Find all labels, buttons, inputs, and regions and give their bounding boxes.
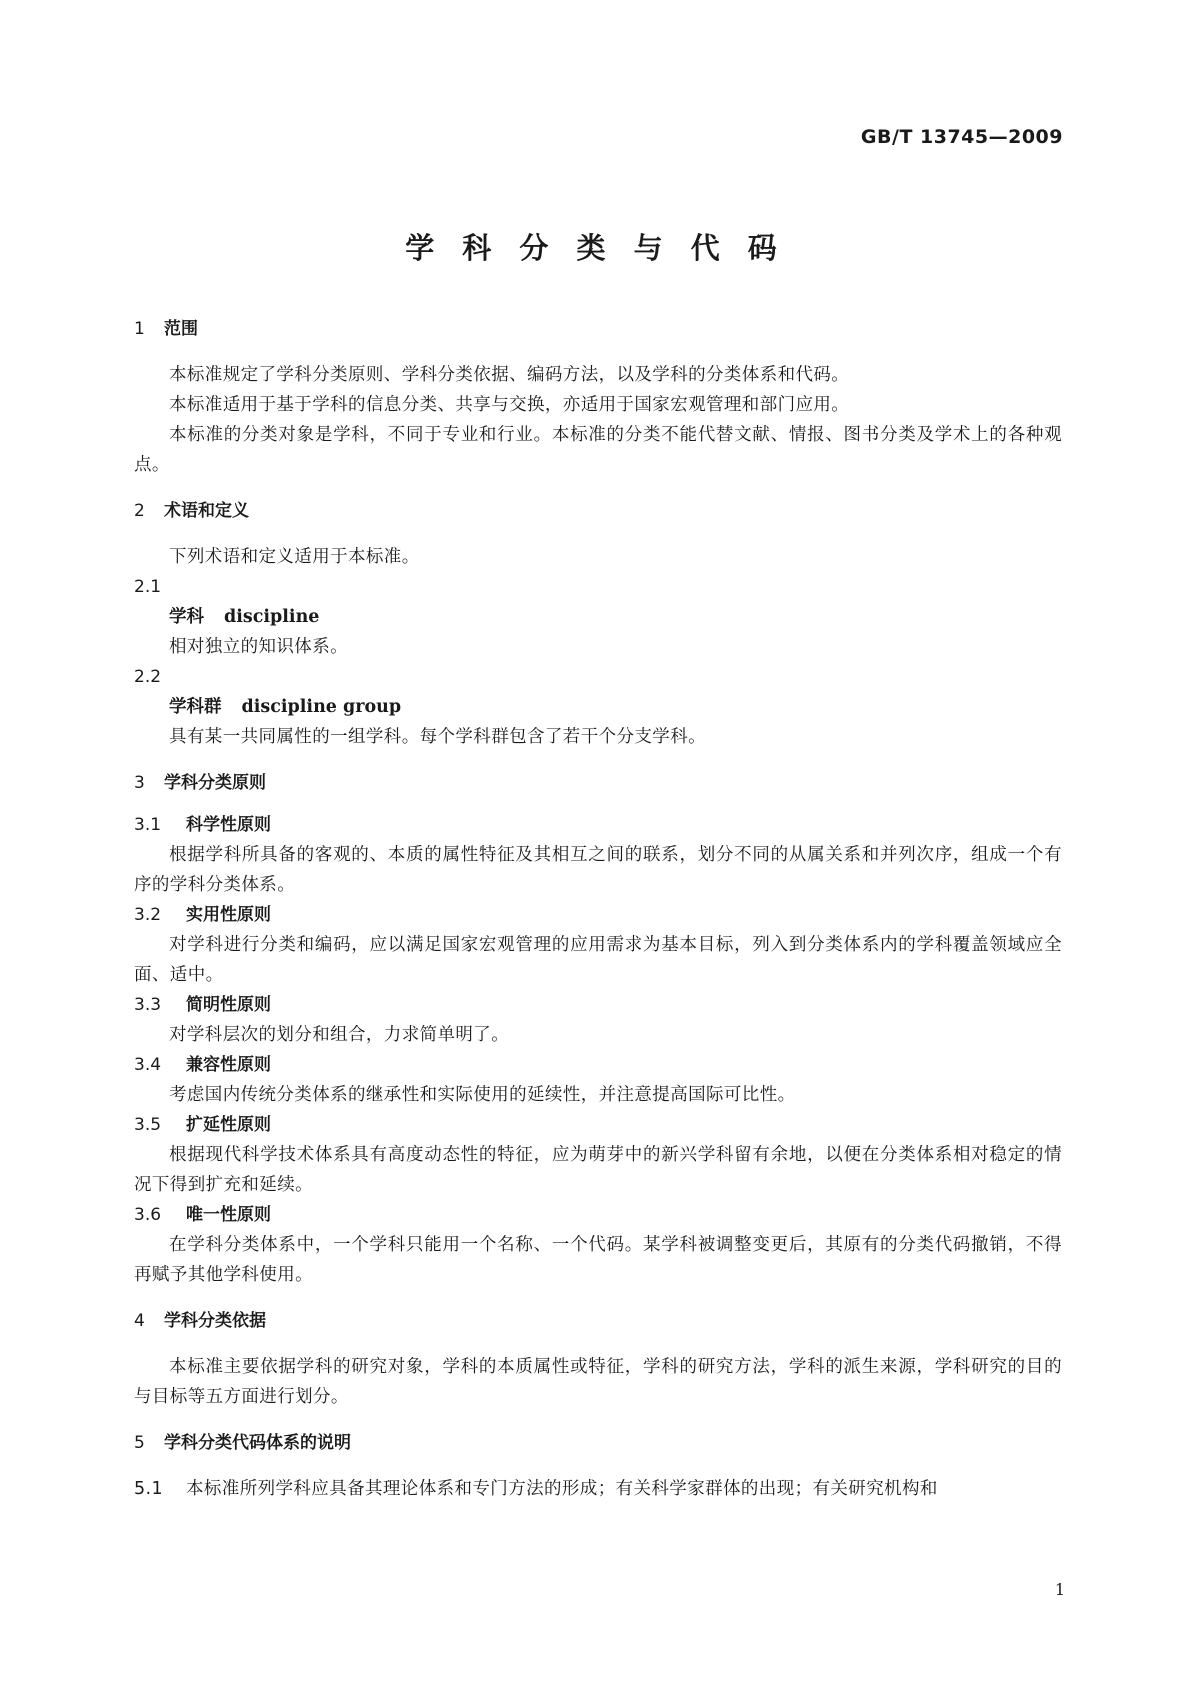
subsection-number: 3.6 bbox=[134, 1205, 162, 1225]
section-title: 学科分类代码体系的说明 bbox=[164, 1433, 351, 1453]
section-heading bbox=[134, 1430, 1062, 1456]
term-entry bbox=[134, 602, 1062, 632]
paragraph: 根据现代科学技术体系具有高度动态性的特征，应为萌芽中的新兴学科留有余地，以便在分类体系相对稳定的情况下得到扩充和延续。 bbox=[134, 1145, 1062, 1195]
subsection-title: 简明性原则 bbox=[186, 995, 271, 1015]
subsection-number: 3.4 bbox=[134, 1055, 162, 1075]
subsection-heading bbox=[134, 900, 1062, 930]
subsection-title: 扩延性原则 bbox=[186, 1115, 271, 1135]
clause-text: 本标准所列学科应具备其理论体系和专门方法的形成；有关科学家群体的出现；有关研究机构和 bbox=[186, 1479, 938, 1499]
subsection-title: 实用性原则 bbox=[186, 905, 271, 925]
section-number: 1 bbox=[134, 319, 145, 339]
section-heading bbox=[134, 1308, 1062, 1334]
section-title: 学科分类依据 bbox=[164, 1311, 266, 1331]
subsection-title: 兼容性原则 bbox=[186, 1055, 271, 1075]
section-heading bbox=[134, 316, 1062, 342]
term-zh: 学科群 bbox=[169, 697, 222, 717]
section-heading bbox=[134, 498, 1062, 524]
subsection-heading bbox=[134, 990, 1062, 1020]
subsection-heading bbox=[134, 1050, 1062, 1080]
section-number: 3 bbox=[134, 773, 145, 793]
subsection-heading bbox=[134, 1110, 1062, 1140]
page-number: 1 bbox=[1054, 1580, 1065, 1599]
paragraph: 本标准规定了学科分类原则、学科分类依据、编码方法，以及学科的分类体系和代码。 bbox=[169, 365, 850, 385]
section-heading bbox=[134, 770, 1062, 796]
subsection-heading bbox=[134, 1200, 1062, 1230]
subsection-title: 科学性原则 bbox=[186, 815, 271, 835]
subsection-heading bbox=[134, 810, 1062, 840]
term-definition: 相对独立的知识体系。 bbox=[169, 637, 348, 657]
paragraph: 考虑国内传统分类体系的继承性和实际使用的延续性，并注意提高国际可比性。 bbox=[169, 1085, 796, 1105]
term-zh: 学科 bbox=[169, 607, 204, 627]
paragraph: 本标准主要依据学科的研究对象，学科的本质属性或特征，学科的研究方法，学科的派生来源，学科研究的目的与目标等五方面进行划分。 bbox=[134, 1357, 1062, 1407]
paragraph: 在学科分类体系中，一个学科只能用一个名称、一个代码。某学科被调整变更后，其原有的分类代码撤销，不得再赋予其他学科使用。 bbox=[134, 1235, 1062, 1285]
subsection-number: 3.1 bbox=[134, 815, 162, 835]
paragraph: 根据学科所具备的客观的、本质的属性特征及其相互之间的联系，划分不同的从属关系和并列次序，组成一个有序的学科分类体系。 bbox=[134, 845, 1062, 895]
document-body bbox=[134, 316, 1062, 1504]
term-en: discipline bbox=[224, 607, 320, 627]
section-title: 术语和定义 bbox=[164, 501, 249, 521]
section-number: 5 bbox=[134, 1433, 145, 1453]
paragraph: 对学科进行分类和编码，应以满足国家宏观管理的应用需求为基本目标，列入到分类体系内的学科覆盖领域应全面、适中。 bbox=[134, 935, 1062, 985]
subsection-number: 3.5 bbox=[134, 1115, 162, 1135]
page-title: 学 科 分 类 与 代 码 bbox=[405, 231, 786, 265]
term-definition: 具有某一共同属性的一组学科。每个学科群包含了若干个分支学科。 bbox=[169, 727, 706, 747]
clause-number: 2.1 bbox=[134, 577, 162, 597]
paragraph: 本标准的分类对象是学科，不同于专业和行业。本标准的分类不能代替文献、情报、图书分类及学术上的各种观点。 bbox=[134, 425, 1062, 475]
paragraph: 本标准适用于基于学科的信息分类、共享与交换，亦适用于国家宏观管理和部门应用。 bbox=[169, 395, 850, 415]
subsection-number: 3.3 bbox=[134, 995, 162, 1015]
clause-number: 5.1 bbox=[134, 1479, 164, 1499]
subsection-number: 3.2 bbox=[134, 905, 162, 925]
clause-number: 2.2 bbox=[134, 667, 162, 687]
clause-paragraph bbox=[134, 1474, 1062, 1504]
term-entry bbox=[134, 692, 1062, 722]
subsection-title: 唯一性原则 bbox=[186, 1205, 271, 1225]
standard-number: GB/T 13745—2009 bbox=[860, 126, 1063, 148]
section-title: 学科分类原则 bbox=[164, 773, 266, 793]
term-en: discipline group bbox=[241, 697, 402, 717]
section-title: 范围 bbox=[164, 319, 198, 339]
section-number: 2 bbox=[134, 501, 145, 521]
section-number: 4 bbox=[134, 1311, 145, 1331]
paragraph: 下列术语和定义适用于本标准。 bbox=[169, 547, 420, 567]
paragraph: 对学科层次的划分和组合，力求简单明了。 bbox=[169, 1025, 510, 1045]
